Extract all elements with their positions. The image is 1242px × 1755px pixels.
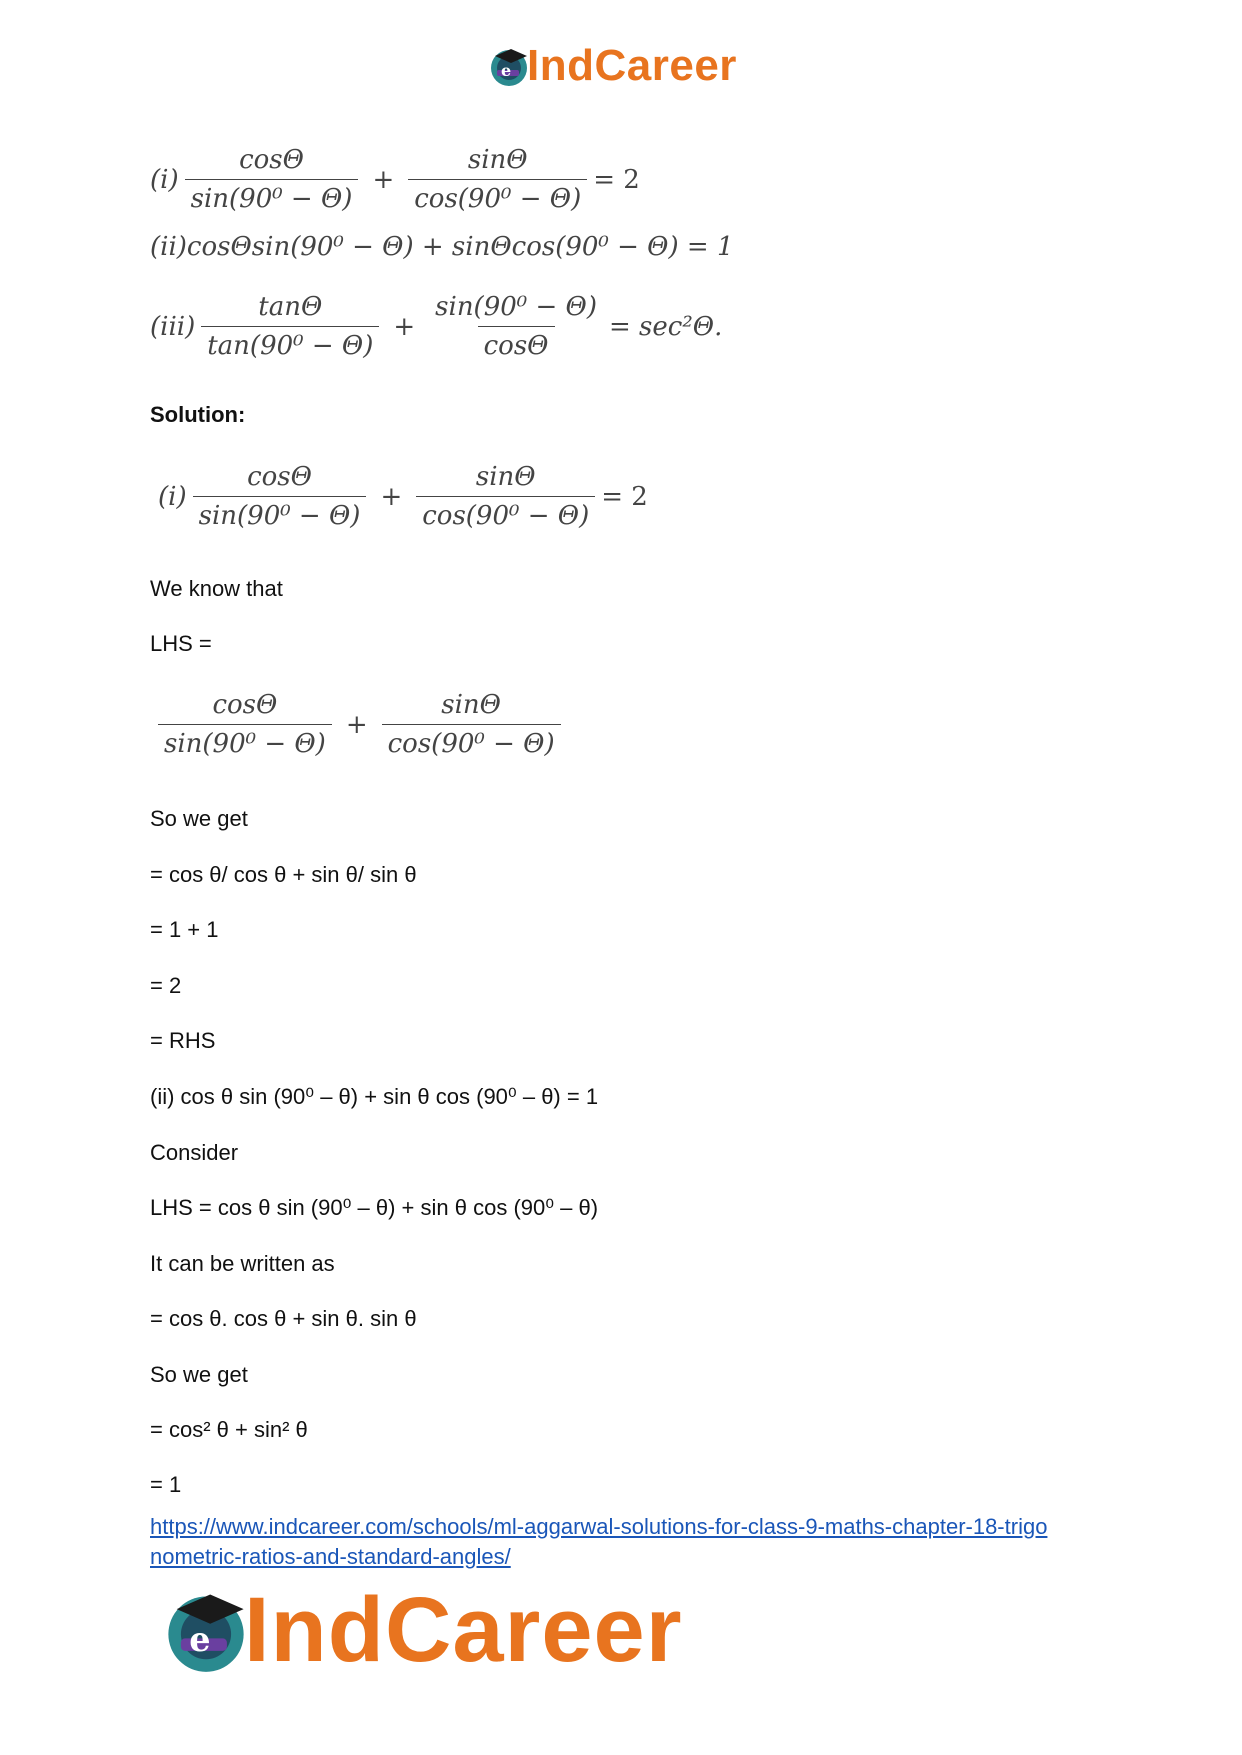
solution-i-label: (i) (158, 481, 187, 512)
plus-sign: + (345, 709, 368, 740)
plus-sign: + (380, 481, 403, 512)
text-line: So we get (150, 1362, 248, 1387)
text-line: = cos θ. cos θ + sin θ. sin θ (150, 1306, 417, 1331)
fraction (416, 462, 595, 531)
text-line: LHS = (150, 631, 212, 656)
plus-sign: + (372, 164, 395, 195)
source-link[interactable] (150, 1512, 1100, 1572)
graduation-book-icon (160, 1584, 252, 1676)
text-line: = cos θ/ cos θ + sin θ/ sin θ (150, 862, 417, 887)
fraction (408, 145, 587, 214)
rhs: = 2 (593, 164, 640, 195)
denominator: sin(90⁰ − Θ) (185, 179, 359, 214)
rhs: = sec²Θ. (608, 311, 723, 342)
solution-i-expression (158, 462, 648, 531)
fraction (158, 690, 332, 759)
problem-ii (150, 232, 734, 262)
denominator: sin(90⁰ − Θ) (158, 724, 332, 759)
text-line: = RHS (150, 1028, 216, 1053)
denominator: sin(90⁰ − Θ) (193, 496, 367, 531)
link-line-1[interactable]: https://www.indcareer.com/schools/ml-aggarwal-solutions-for-class-9-maths-chapter-18-trigo (150, 1514, 1048, 1539)
numerator: sin(90⁰ − Θ) (435, 292, 597, 322)
problem-i-label: (i) (150, 164, 179, 195)
text-line: = 2 (150, 973, 182, 998)
plus-sign: + (393, 311, 416, 342)
text-line: Consider (150, 1140, 239, 1165)
numerator: cosΘ (247, 462, 312, 492)
numerator: cosΘ (212, 690, 278, 720)
logo-text: IndCareer (244, 1579, 683, 1681)
text-line: = 1 + 1 (150, 917, 219, 942)
fraction (185, 145, 359, 214)
fraction (201, 292, 379, 361)
fraction (382, 690, 561, 759)
problem-iii (150, 292, 722, 361)
numerator: tanΘ (258, 292, 323, 322)
denominator: cos(90⁰ − Θ) (382, 724, 561, 759)
footer-logo[interactable] (160, 1580, 683, 1680)
fraction (429, 292, 603, 361)
numerator: cosΘ (239, 145, 304, 175)
numerator: sinΘ (467, 145, 528, 175)
text-line: (ii) cos θ sin (90⁰ – θ) + sin θ cos (90⁰ – θ) = 1 (150, 1084, 599, 1109)
problem-ii-text: (ii)cosΘsin(90⁰ − Θ) + sinΘcos(90⁰ − Θ) = 1 (150, 232, 734, 262)
denominator: cosΘ (478, 326, 555, 361)
svg-text:e: e (189, 1619, 211, 1659)
graduation-book-icon (487, 44, 531, 88)
text-line: = cos² θ + sin² θ (150, 1417, 308, 1442)
denominator: cos(90⁰ − Θ) (416, 496, 595, 531)
lhs-expression (152, 690, 567, 759)
text-line: LHS = cos θ sin (90⁰ – θ) + sin θ cos (90⁰ – θ) (150, 1195, 599, 1220)
problem-i (150, 145, 640, 214)
solution-heading: Solution: (150, 402, 246, 427)
numerator: sinΘ (475, 462, 536, 492)
fraction (193, 462, 367, 531)
link-line-2[interactable]: nometric-ratios-and-standard-angles/ (150, 1544, 511, 1569)
denominator: cos(90⁰ − Θ) (408, 179, 587, 214)
text-line: It can be written as (150, 1251, 335, 1276)
svg-text:e: e (501, 61, 512, 80)
text-line: We know that (150, 576, 283, 601)
numerator: sinΘ (441, 690, 501, 720)
logo-text: IndCareer (527, 41, 737, 90)
text-line: So we get (150, 806, 248, 831)
problem-iii-label: (iii) (150, 311, 196, 342)
header-logo[interactable] (487, 40, 737, 92)
text-line: = 1 (150, 1472, 182, 1497)
denominator: tan(90⁰ − Θ) (201, 326, 379, 361)
rhs: = 2 (601, 481, 648, 512)
